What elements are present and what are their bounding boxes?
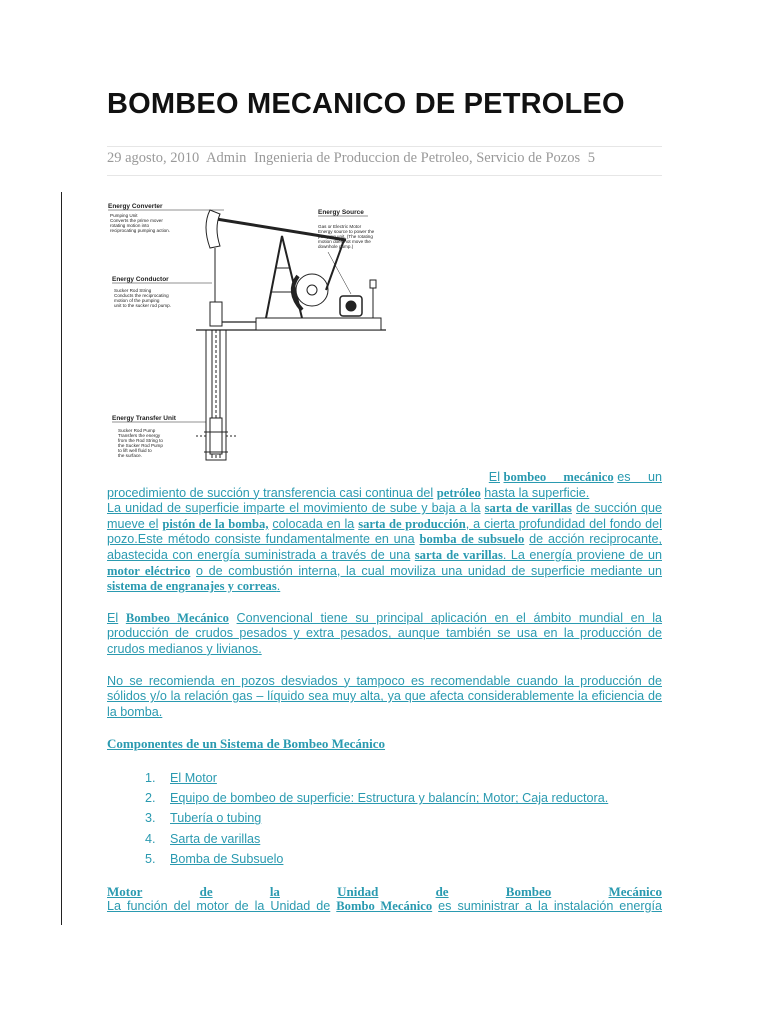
intro-line2a: procedimiento de succión y transferencia casi continua del xyxy=(107,485,434,500)
meta-divider-top xyxy=(107,146,662,147)
link-sarta-de-varillas-2[interactable]: sarta de varillas xyxy=(414,547,503,562)
conductor-description: Sucker Rod String Conducts the reciprocating motion of the pumping unit to the sucker rod pump. xyxy=(114,288,171,308)
article-body xyxy=(107,470,662,915)
post-author[interactable]: Admin xyxy=(206,150,247,166)
intro-line3g: o de combustión interna, la cual moviliza una unidad de superficie mediante un xyxy=(196,563,663,578)
intro-line3c: colocada en la xyxy=(272,516,355,531)
link-sarta-de-produccion[interactable]: sarta de producción xyxy=(358,516,466,531)
para2-el: El xyxy=(107,610,119,625)
list-item[interactable]: 4. Sarta de varillas xyxy=(145,831,261,846)
components-heading-text[interactable]: Componentes de un Sistema de Bombeo Mecánico xyxy=(107,736,386,752)
post-comments[interactable]: 5 xyxy=(587,150,596,166)
list-item[interactable]: 5. Bomba de Subsuelo xyxy=(145,852,284,867)
intro-line3h: . xyxy=(276,579,281,594)
link-bomba-de-subsuelo[interactable]: bomba de subsuelo xyxy=(419,532,525,547)
link-sarta-de-varillas[interactable]: sarta de varillas xyxy=(484,501,572,516)
components-heading xyxy=(107,736,662,752)
link-motor-electrico[interactable]: motor eléctrico xyxy=(107,563,191,578)
transfer-description: Sucker Rod Pump Transfers the energy from the Rod String to the Sucker Rod Pump to lift well fluid to the surface. xyxy=(118,428,163,458)
motor-section-heading[interactable]: Motor de la Unidad de Bombeo Mecánico xyxy=(107,883,662,899)
energy-conductor-label: Energy Conductor xyxy=(112,276,169,283)
paragraph-convencional xyxy=(107,611,662,658)
intro-line3a: La unidad de superficie imparte el movimiento de sube y baja a la xyxy=(107,501,481,516)
intro-line3b: de succión que mueve el xyxy=(107,501,662,531)
source-description: Gas or Electric Motor Energy source to power the pumping unit. (The rotating motion does not move the downhole pump.) xyxy=(318,224,375,249)
pumping-unit-diagram xyxy=(106,196,388,476)
left-border-line xyxy=(61,192,62,925)
list-item[interactable]: 1. El Motor xyxy=(145,770,217,785)
intro-line3d: , a cierta profundidad del fondo del pozo.Este método consiste fundamentalmente en una xyxy=(107,516,662,547)
post-categories[interactable]: Ingenieria de Produccion de Petroleo, Servicio de Pozos xyxy=(253,150,581,166)
intro-line2b: hasta la superficie. xyxy=(484,485,590,500)
paragraph-recomendacion xyxy=(107,674,662,721)
energy-converter-label: Energy Converter xyxy=(108,203,163,210)
motor-para-c: es suministrar a la instalación energía xyxy=(438,899,663,914)
intro-paragraph xyxy=(107,470,662,595)
intro-line3e: de acción reciprocante, abastecida con energía suministrada a través de una xyxy=(107,532,663,562)
motor-paragraph xyxy=(107,899,662,915)
page-title: BOMBEO MECANICO DE PETROLEO xyxy=(107,88,625,120)
list-item[interactable]: 2. Equipo de bombeo de superficie: Estructura y balancín; Motor; Caja reductora. xyxy=(145,791,609,806)
link-bombo-mecanico[interactable]: Bombo Mecánico xyxy=(336,899,433,914)
link-bombeo-mecanico[interactable]: bombeo mecánico xyxy=(503,470,614,484)
components-list xyxy=(107,771,662,868)
post-meta xyxy=(107,150,599,167)
intro-el: El xyxy=(488,470,500,484)
para3-text: No se recomienda en pozos desviados y tampoco es recomendable cuando la producción de sólidos y/o la relación gas – líquido sea muy alta, ya que afecta considerablemente la eficiencia de la bomba. xyxy=(107,673,662,719)
link-sistema-engranajes[interactable]: sistema de engranajes y correas xyxy=(107,579,277,594)
link-piston[interactable]: pistón de la bomba, xyxy=(162,516,269,531)
para2-text: Convencional tiene su principal aplicación en el ámbito mundial en la producción de crudos pesados y extra pesados, aunque también se usa en la producción de crudos medianos y livianos. xyxy=(107,610,663,656)
intro-line3f: . La energía proviene de un xyxy=(502,547,662,562)
energy-source-label: Energy Source xyxy=(318,209,364,216)
intro-es-un: es un xyxy=(617,470,662,484)
meta-divider-bottom xyxy=(107,175,662,176)
link-petroleo[interactable]: petróleo xyxy=(436,485,481,500)
energy-transfer-label: Energy Transfer Unit xyxy=(112,415,176,422)
motor-para-a: La función del motor de la Unidad de xyxy=(107,899,331,914)
list-item[interactable]: 3. Tubería o tubing xyxy=(145,811,262,826)
link-bombeo-mecanico-2[interactable]: Bombeo Mecánico xyxy=(125,610,229,625)
converter-description: Pumping Unit Converts the prime mover rotating motion into reciprocating pumping action. xyxy=(110,213,171,233)
post-date[interactable]: 29 agosto, 2010 xyxy=(107,150,200,166)
